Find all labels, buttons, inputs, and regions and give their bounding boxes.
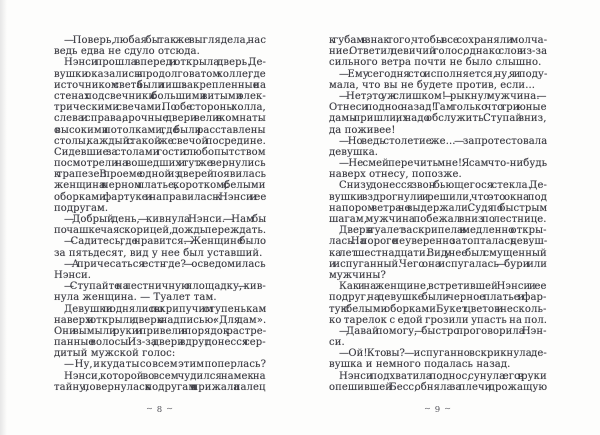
text-line: — Поверь, любая бы так же выглядела, нас <box>64 35 267 46</box>
text-line: наверх отнесу, попозже. <box>329 169 462 181</box>
page-edge-shadow <box>0 0 7 435</box>
text-line: си. <box>329 337 345 349</box>
left-page-footer <box>54 405 266 415</box>
text-line: ко тарелок с едой грозили упасть на пол. <box>329 314 548 326</box>
text-line: к трапезе. В проеме одной из дверей появилась <box>54 169 267 181</box>
text-line: ка лет шестнадцати. Вид у нее был смущенный <box>329 247 547 259</box>
text-line: опешившей Бесс, обняла за плечи дрожащую <box>329 381 548 393</box>
footer-ornament: ∼ <box>444 404 452 413</box>
text-line: — Ну, и куда ты со всем этим поперлась? <box>64 359 267 371</box>
text-line: по чашке чая с корицей, дождь переждать. <box>54 225 267 237</box>
text-line: Снизу донесся звон бьющегося стекла. Де- <box>339 180 548 192</box>
right-page <box>329 35 548 415</box>
text-line: стенах подсвечники с большими витыми элек- <box>54 90 266 102</box>
footer-ornament: ∼ <box>166 404 174 413</box>
text-line: лась. На пороге неуверенно затопталась девуш- <box>329 236 548 248</box>
right-page-footer <box>329 405 547 415</box>
text-line: тук с белыми оборками. Букет цветов и несколь- <box>329 303 547 315</box>
text-line: — Ему сегодня сто исполняется, ну, я и поду- <box>339 68 548 80</box>
text-line: оборками фартуке и направилась к Нэнси и ее <box>54 191 267 203</box>
text-line: наверх и открыли дверь с надписью: «Для дам». <box>54 314 267 326</box>
text-line: подруг, на девушке были черное платье и фар- <box>329 292 547 304</box>
text-line: Сидевшие за столами гости с любопытством <box>54 146 266 158</box>
text-line: — Давай помогу, — быстро проговорила Нэн- <box>339 325 547 337</box>
text-line: Нэнси. <box>54 269 92 281</box>
text-line: ние. Ответил девичий голос, однако слов из-за <box>329 46 548 58</box>
text-line: дамы пришли, их надо обслужить. Ступай вниз, <box>329 113 547 125</box>
text-line: вушки оказались в продолговатом холле, где <box>54 68 266 80</box>
text-line: тайну, повернулась к подругам и прижала палец <box>54 381 266 393</box>
footer-ornament: ∼ <box>424 404 432 413</box>
text-line: вушка и немного подалась назад. <box>329 359 511 371</box>
text-line: Они вымыли руки и привели в порядок растре- <box>54 325 267 337</box>
text-line: трическими свечами. По обе стороны холла, <box>54 102 266 114</box>
text-line: — Нет, это уж слишком! — рыкнул мужчина. — <box>339 90 547 102</box>
text-line: сильного ветра почти не было слышно. <box>329 57 542 69</box>
text-line: с высокими потолками, где были расставлены <box>54 124 266 136</box>
text-line: девушка. <box>329 146 379 158</box>
text-line: столы, каждый с такой же свечой посредине. <box>54 135 266 147</box>
footer-ornament: ∼ <box>146 404 154 413</box>
page-number: 9 <box>434 405 442 415</box>
text-line: шагам, мужчина побежал вниз по лестнице. <box>329 214 547 225</box>
text-line: дитый мужской голос: <box>54 348 176 360</box>
text-line: — Не смей перечить мне! Я сам что-нибудь <box>339 158 548 170</box>
text-line: нула женщина. — Туалет там. <box>54 292 217 304</box>
text-line: Отнеси поднос назад! Там только что три юные <box>329 102 547 114</box>
text-line: посмотрели на вошедших и тут же вернулись <box>54 158 266 170</box>
text-line: подругам. <box>54 202 109 214</box>
text-line: да поживее! <box>329 124 396 136</box>
text-line: и испуганный. Чего она испугалась — бури или <box>329 258 548 270</box>
text-line: — Ой! Кто вы? — испуганно вскрикнула де- <box>339 348 547 360</box>
text-line: ведь едва не сдуло отсюда. <box>54 46 200 58</box>
right-page-text <box>329 35 547 393</box>
text-line: Нэнси прошла вперед и открыла дверь. Де- <box>64 57 267 69</box>
text-line: — Ступайте на лестничную площадку, — кив- <box>64 281 266 293</box>
text-line: Как и на женщине, встретившей Нэнси и ее <box>339 281 547 293</box>
text-line: женщина в черном платье, коротком, с белыми <box>54 180 266 192</box>
left-page <box>54 35 267 415</box>
text-line: мала, что вы не будете против, если... <box>329 79 536 91</box>
text-line: к губам в знак того, чтобы все сохраняли молча- <box>329 35 548 46</box>
text-line: — Добрый день, — кивнула Нэнси. — Нам бы <box>64 214 267 225</box>
text-line: — Но ведь столетие же... — запротестовала <box>339 135 548 147</box>
left-page-text <box>54 35 266 393</box>
page-number: 8 <box>156 405 164 415</box>
text-line: — А причесаться есть где? — осведомилась <box>64 258 266 270</box>
text-line: — Садитесь, где нравится. — Женщине было <box>64 236 267 248</box>
text-line: за пятьдесят, вид у нее был уставший. <box>54 247 263 259</box>
text-line: напором ветра не выдержали. Судя по быстрым <box>329 202 548 214</box>
text-line: панные волосы. Из-за двери вдруг донесся сер- <box>54 337 266 349</box>
text-line: источником света были лишь закрепленные на <box>54 79 267 91</box>
text-line: Девушки поднялись по скрипучим ступенькам <box>64 303 267 315</box>
text-line: вушки вздрогнули и решили, что это окна под <box>329 191 547 203</box>
text-line: Нэнси подхватила поднос, сунула его в руки <box>339 370 547 382</box>
text-line: Нэнси, которой во всем чудился намек на <box>64 370 266 382</box>
text-line: Дверь в туалет заскрипела и медленно откры- <box>339 225 547 237</box>
text-line: слева и справа, арочные двери вели в комнаты <box>54 113 266 125</box>
text-line: мужчины? <box>329 269 386 281</box>
